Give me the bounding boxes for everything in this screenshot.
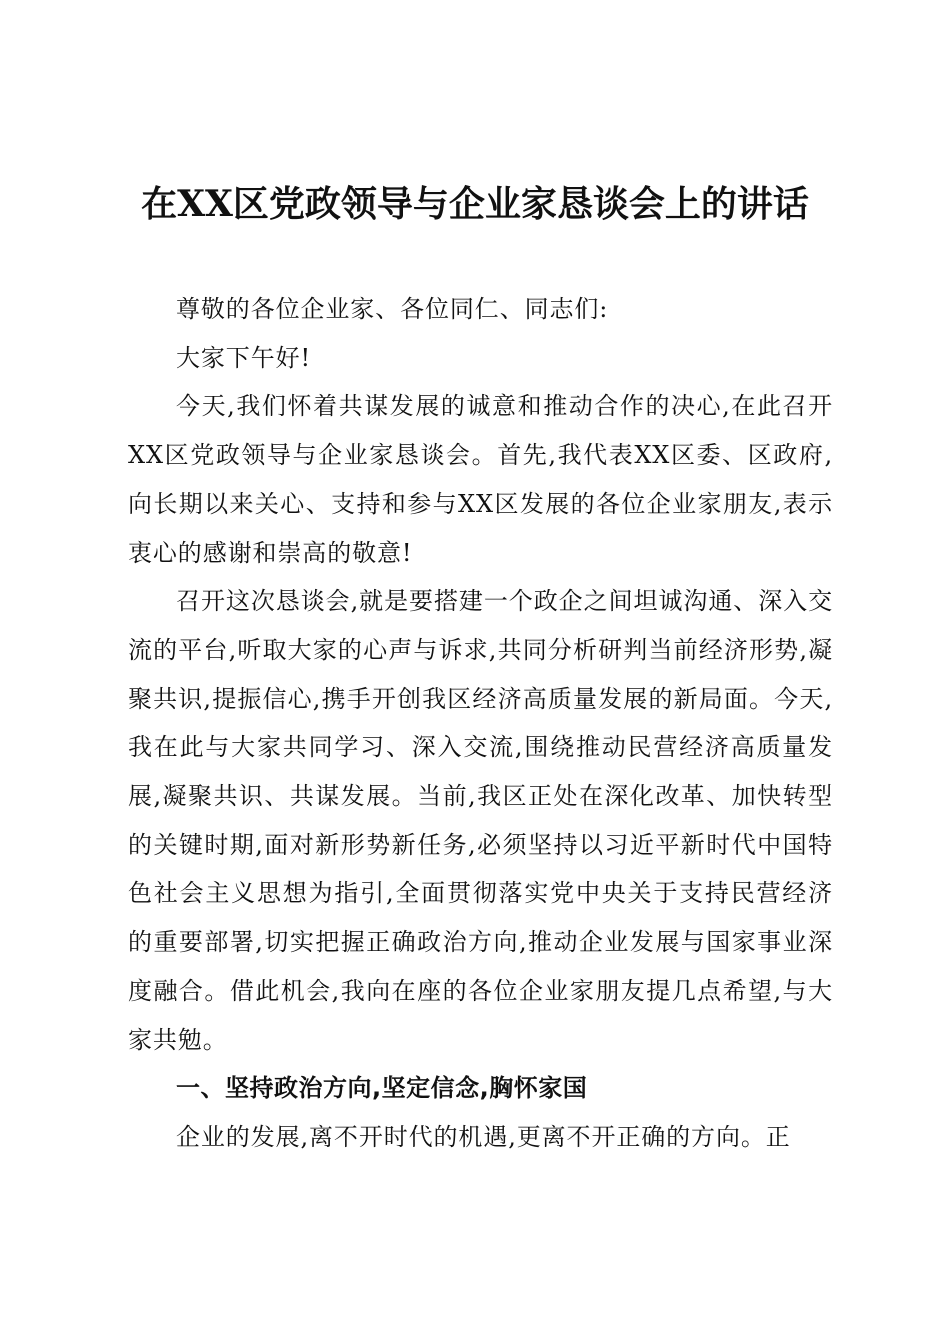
paragraph-purpose: 召开这次恳谈会,就是要搭建一个政企之间坦诚沟通、深入交流的平台,听取大家的心声与诉求,共同分析研判当前经济形势,凝聚共识,提振信心,携手开创我区经济高质量发展的新局面。今天,我在此与大家共同学习、深入交流,围绕推动民营经济高质量发展,凝聚共识、共谋发展。当前,我区正处在深化改革、加快转型的关键时期,面对新形势新任务,必须坚持以习近平新时代中国特色社会主义思想为指引,全面贯彻落实党中央关于支持民营经济的重要部署,切实把握正确政治方向,推动企业发展与国家事业深度融合。借此机会,我向在座的各位企业家朋友提几点希望,与大家共勉。 bbox=[128, 587, 833, 1054]
document-body bbox=[128, 285, 833, 1162]
section-heading: 一、坚持政治方向,坚定信念,胸怀家国 bbox=[176, 1074, 588, 1103]
section-paragraph: 企业的发展,离不开时代的机遇,更离不开正确的方向。正 bbox=[176, 1122, 791, 1151]
greeting: 大家下午好! bbox=[176, 343, 312, 372]
document-title: 在XX区党政领导与企业家恳谈会上的讲话 bbox=[141, 183, 809, 225]
paragraph-intro: 今天,我们怀着共谋发展的诚意和推动合作的决心,在此召开XX区党政领导与企业家恳谈会。首先,我代表XX区委、区政府,向长期以来关心、支持和参与XX区发展的各位企业家朋友,表示衷心的感谢和崇高的敬意! bbox=[128, 392, 833, 567]
salutation: 尊敬的各位企业家、各位同仁、同志们: bbox=[176, 295, 609, 323]
